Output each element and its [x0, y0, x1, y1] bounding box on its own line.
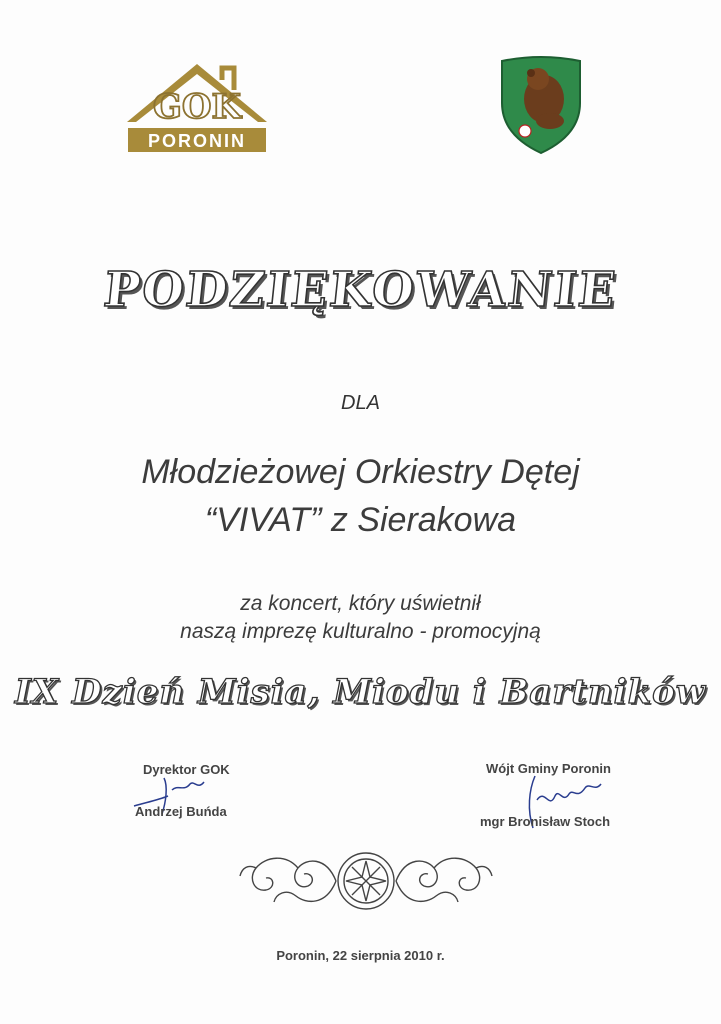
recipient-line-1: Młodzieżowej Orkiestry Dętej	[141, 453, 580, 491]
logo-poronin-text: PORONIN	[147, 131, 247, 151]
for-label: DLA	[341, 392, 380, 414]
logo-gok-text: GOK	[152, 87, 242, 127]
left-signatory-name: Andrzej Buńda	[135, 804, 227, 819]
recipient-line-2: “VIVAT” z Sierakowa	[204, 501, 517, 539]
right-signatory-role: Wójt Gminy Poronin	[486, 761, 611, 776]
certificate-title: PODZIĘKOWANIE	[101, 262, 620, 318]
reason-line-2: naszą imprezę kulturalno - promocyjną	[180, 620, 541, 643]
left-signatory-role: Dyrektor GOK	[143, 762, 230, 777]
gok-poronin-logo	[122, 60, 272, 160]
coat-of-arms-icon	[498, 55, 584, 155]
reason-line-1: za koncert, który uświetnił	[240, 592, 481, 615]
issue-date: Poronin, 22 sierpnia 2010 r.	[276, 948, 445, 963]
event-name: IX Dzień Misia, Miodu i Bartników	[14, 672, 707, 712]
right-signatory-name: mgr Bronisław Stoch	[480, 814, 611, 829]
folk-ornament	[236, 846, 496, 916]
